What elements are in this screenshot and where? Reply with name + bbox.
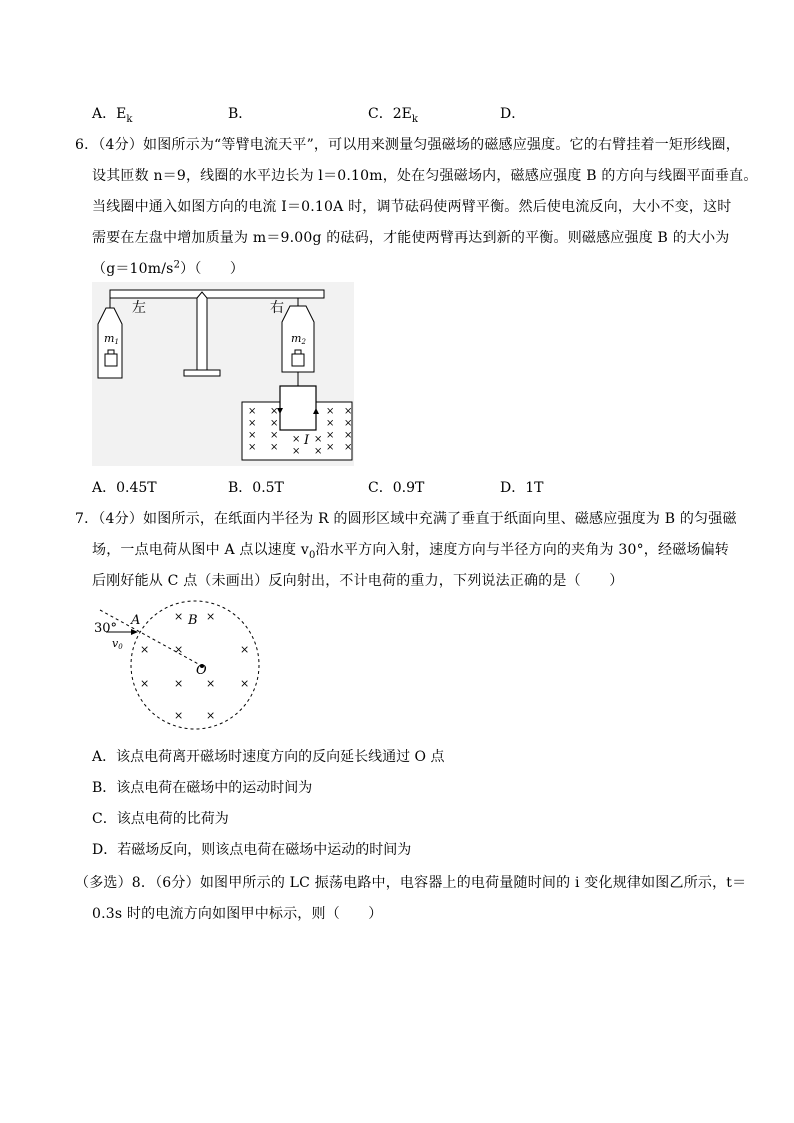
field-cross: × [270,418,279,429]
field-cross: × [174,677,184,690]
field-cross: × [326,442,335,453]
q7-option-b: B．该点电荷在磁场中的运动时间为 [92,780,313,796]
q5-option-b: B． [228,106,253,122]
field-cross: × [174,709,184,722]
field-cross: × [344,406,353,417]
q8-line-1: （多选）8．（6分）如图甲所示的 LC 振荡电路中，电容器上的电荷量随时间的 i 变化规律如图乙所示，t＝ [75,875,747,891]
v0-label: v0 [112,637,123,651]
current-label: I [304,433,310,448]
field-cross: × [206,709,216,722]
rectangular-coil [280,386,316,430]
q6-line-4: 需要在左盘中增加质量为 m＝9.00g 的砝码，才能使两臂再达到新的平衡。则磁感应强度 B 的大小为 [92,230,730,246]
field-cross: × [270,430,279,441]
q7-option-d: D．若磁场反向，则该点电荷在磁场中运动的时间为 [92,842,412,858]
field-cross: × [140,677,150,690]
right-arm-label: 右 [270,300,284,316]
field-cross: × [248,406,257,417]
point-b-label: B [188,613,198,628]
m2-label: m2 [291,332,306,346]
q8-line-2: 0.3s 时的电流方向如图甲中标示，则（ ） [92,906,383,922]
q5-option-c: C．$2E_k$ [368,106,418,125]
field-cross: × [314,434,323,445]
field-cross: × [248,418,257,429]
field-cross: × [344,418,353,429]
field-cross: × [206,677,216,690]
q6-option-d: D．1T [500,480,544,496]
field-cross: × [240,677,250,690]
q5-option-a: A．$E_k$ [92,106,133,125]
field-cross: × [270,406,279,417]
balance-pillar [197,292,207,370]
current-balance-figure [92,282,354,466]
field-cross: × [206,610,216,623]
balance-beam [110,290,324,298]
velocity-arrow-icon [131,629,138,635]
field-cross: × [248,442,257,453]
field-cross: × [292,434,301,445]
angle-label: 30° [94,621,118,636]
field-cross: × [174,610,184,623]
field-cross: × [240,643,250,656]
m1-label: m1 [104,332,119,346]
q7-option-c: C．该点电荷的比荷为 [92,811,229,827]
q7-line-1: 7．（4分）如图所示，在纸面内半径为 R 的圆形区域中充满了垂直于纸面向里、磁感应强度为 B 的匀强磁 [75,511,737,527]
field-cross: × [326,406,335,417]
field-cross: × [344,442,353,453]
q7-option-a: A．该点电荷离开磁场时速度方向的反向延长线通过 O 点 [92,749,445,765]
q7-line-2: 场，一点电荷从图中 A 点以速度 $v_0$沿水平方向入射，速度方向与半径方向的夹角为 30°，经磁场偏转 [92,542,730,561]
q6-line-1: 6．（4分）如图所示为“等臂电流天平”，可以用来测量匀强磁场的磁感应强度。它的右臂挂着一矩形线圈， [75,137,740,153]
left-arm-label: 左 [132,300,146,316]
circular-field-figure [90,598,270,736]
q6-option-a: A．0.45T [92,480,157,496]
q5-option-d: D． [500,106,526,122]
field-cross: × [174,643,184,656]
point-a-label: A [131,613,141,628]
field-cross: × [344,430,353,441]
field-cross: × [270,442,279,453]
left-weight [105,354,117,366]
point-o-label: O [196,663,207,678]
field-cross: × [248,430,257,441]
q7-line-3: 后刚好能从 C 点（未画出）反向射出，不计电荷的重力，下列说法正确的是（ ） [92,573,624,589]
q6-option-b: B．0.5T [228,480,284,496]
field-cross: × [326,418,335,429]
q6-option-c: C．0.9T [368,480,425,496]
q6-line-5: $(g=10m/s^2)$（ ） [92,259,245,277]
q6-line-3: 当线圈中通入如图方向的电流 I＝0.10A 时，调节砝码使两臂平衡。然后使电流反向，大小不变，这时 [92,199,732,215]
right-weight [292,354,304,366]
field-cross: × [314,446,323,457]
balance-base [184,370,220,376]
field-cross: × [292,446,301,457]
q6-line-2: 设其匝数 n＝9，线圈的水平边长为 l＝0.10m，处在匀强磁场内，磁感应强度 B 的方向与线圈平面垂直。 [92,168,758,184]
field-cross: × [326,430,335,441]
field-cross: × [140,643,150,656]
